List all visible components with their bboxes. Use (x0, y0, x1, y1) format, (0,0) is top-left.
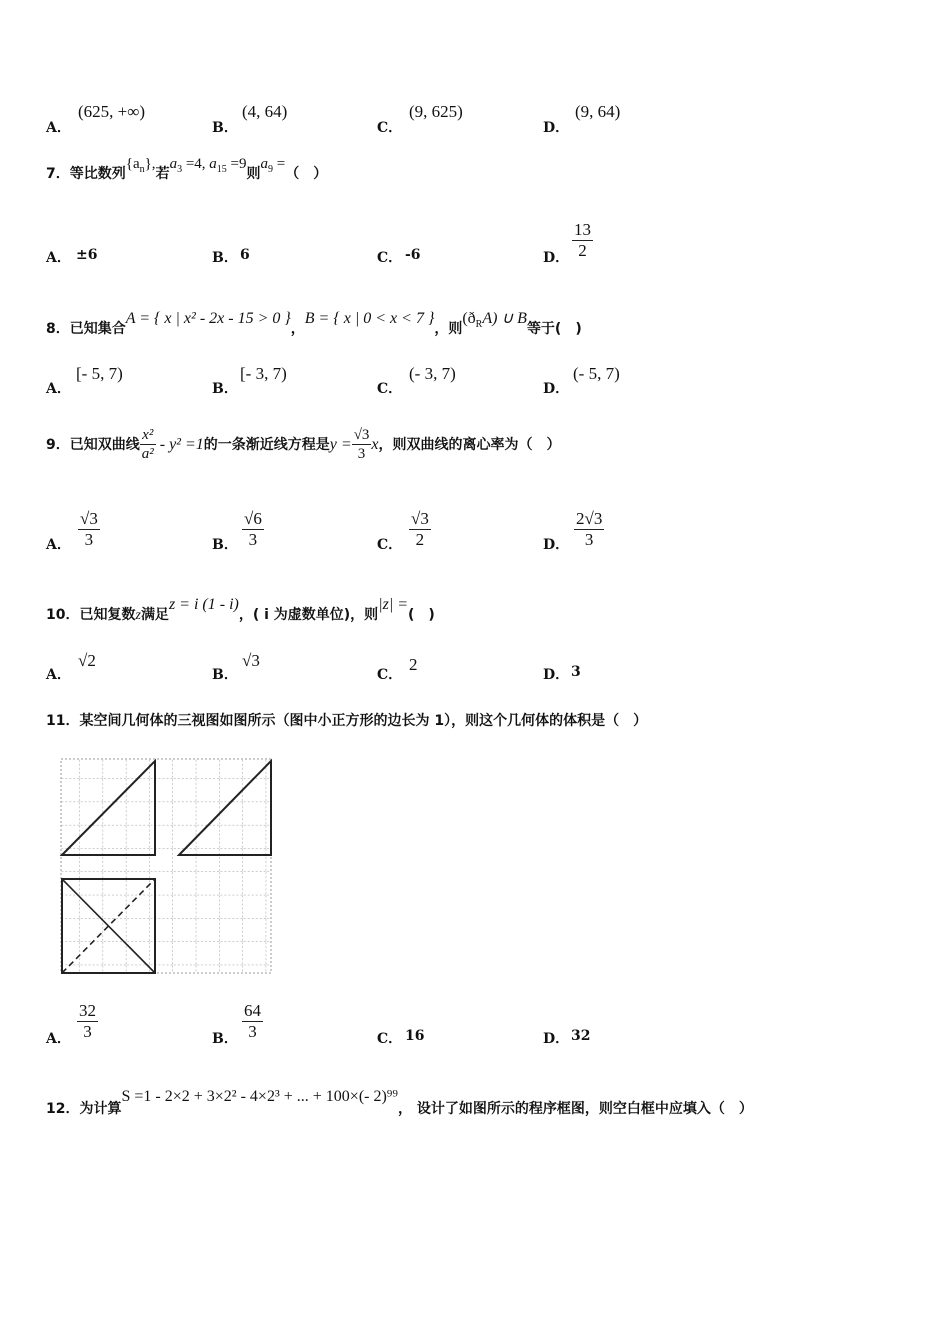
q11-option-a-num: 32 (77, 1001, 98, 1022)
q7-ask-eq: = (273, 156, 286, 172)
question-7 (46, 156, 328, 185)
q11-option-c-label: C． (377, 1031, 403, 1047)
q7-text-4: （ ） (285, 166, 328, 182)
q7-option-c-value: -6 (405, 247, 421, 263)
q7-option-d-den: 2 (578, 241, 587, 261)
q9-text-1: 已知双曲线 (69, 437, 140, 453)
q7-cond-a-sub: 3 (177, 164, 183, 175)
q7-cond-b-sub: 15 (216, 164, 227, 175)
q12-formula: S =1 - 2×2 + 3×2² - 4×2³ + ... + 100×(- 2)⁹⁹ (121, 1088, 398, 1105)
q9-option-d-num: 2√3 (574, 509, 604, 530)
q11-option-b-den: 3 (248, 1022, 257, 1042)
q6-option-a-label: A． (46, 120, 71, 136)
q10-option-d-label: D． (543, 667, 570, 683)
q7-cond-b: a (209, 156, 217, 172)
q11-option-d-label: D． (543, 1031, 570, 1047)
q8-option-d-value: (- 5, 7) (573, 364, 620, 383)
q11-option-c-value: 16 (405, 1028, 425, 1044)
q10-option-b-value: √3 (242, 651, 260, 670)
q8-option-b-label: B． (212, 381, 238, 397)
q10-text-4: ( ) (408, 607, 435, 623)
q6-option-a-value: (625, +∞) (78, 102, 146, 121)
q7-seq-sub: n (139, 164, 145, 175)
q10-number: 10． (46, 607, 80, 623)
q12-number: 12． (46, 1101, 80, 1117)
q7-text-1: 等比数列 (69, 166, 126, 182)
question-8 (46, 308, 582, 337)
q7-text-2: 若 (155, 166, 170, 182)
q7-cond-eq2: =9 (226, 156, 247, 172)
q8-expr-rest: A) ∪ B (482, 310, 527, 327)
q9-option-c-fraction (409, 509, 431, 551)
q10-abs: |z| = (378, 596, 409, 613)
q9-option-b-den: 3 (248, 530, 258, 550)
q10-option-d-value: 3 (571, 664, 581, 680)
q9-option-b-label: B． (212, 537, 238, 553)
q10-option-a-value: √2 (78, 651, 96, 670)
grid-background (61, 759, 271, 973)
q8-expr: (ð (462, 310, 476, 327)
q9-asym-x: x (371, 436, 379, 453)
q9-option-a-label: A． (46, 537, 71, 553)
q6-option-c-value: (9, 625) (409, 102, 463, 121)
q9-option-b-fraction (242, 509, 264, 551)
q10-text-3: ，( i 为虚数单位)，则 (238, 607, 379, 623)
q9-text-2: 的一条渐近线方程是 (203, 437, 330, 453)
question-11 (46, 710, 647, 730)
q10-option-c-value: 2 (409, 655, 418, 674)
q10-text-2: 满足 (140, 607, 169, 623)
q8-expr-sub: R (475, 319, 483, 330)
q7-option-d-num: 13 (572, 220, 593, 241)
q9-rest: - y² =1 (155, 436, 204, 453)
question-10 (46, 594, 435, 623)
q8-option-b-value: [- 3, 7) (240, 364, 287, 383)
q9-hyperbola-fraction (140, 426, 156, 463)
q10-text-1: 已知复数 (79, 607, 136, 623)
q10-option-a-label: A． (46, 667, 71, 683)
q7-option-d-fraction (572, 220, 593, 262)
q8-text-3: 等于( ) (526, 321, 582, 337)
q9-asym-fraction (352, 426, 372, 463)
q8-number: 8． (46, 321, 70, 337)
q11-option-d-value: 32 (571, 1028, 591, 1044)
q6-option-c-label: C． (377, 120, 403, 136)
q9-asym-num: √3 (353, 427, 370, 443)
q9-option-c-label: C． (377, 537, 403, 553)
q7-seq-close: }, (144, 156, 156, 172)
q7-option-d-label: D． (543, 250, 570, 266)
q10-z: z (135, 608, 141, 623)
q9-asym-y: y = (329, 436, 352, 453)
q6-option-d-label: D． (543, 120, 570, 136)
q11-number: 11． (46, 713, 80, 729)
q9-frac-num: x² (140, 426, 156, 445)
q9-option-d-label: D． (543, 537, 570, 553)
q8-option-d-label: D． (543, 381, 570, 397)
q9-option-c-num: √3 (409, 509, 431, 530)
q8-comma: ， (290, 321, 305, 337)
q8-option-a-value: [- 5, 7) (76, 364, 123, 383)
q7-option-a-label: A． (46, 250, 71, 266)
question-12 (46, 1086, 753, 1117)
q11-text: 某空间几何体的三视图如图所示（图中小正方形的边长为 1），则这个几何体的体积是（ ） (79, 713, 648, 729)
q7-option-a-value: ±6 (76, 247, 98, 263)
q6-option-b-label: B． (212, 120, 238, 136)
q8-text-2: ，则 (434, 321, 463, 337)
q7-option-b-label: B． (212, 250, 238, 266)
q7-seq: {a (125, 156, 140, 172)
q11-option-b-fraction (242, 1001, 263, 1043)
q7-option-c-label: C． (377, 250, 403, 266)
three-view-figure (56, 755, 276, 977)
q9-option-c-den: 2 (415, 530, 425, 550)
question-9 (46, 426, 561, 463)
q8-text-1: 已知集合 (69, 321, 126, 337)
q7-cond-eq1: =4, (182, 156, 210, 172)
q9-text-3: ，则双曲线的离心率为（ ） (378, 437, 561, 453)
q8-set-b: B = { x | 0 < x < 7 } (304, 310, 435, 327)
q12-text-1: 为计算 (79, 1101, 122, 1117)
q9-number: 9． (46, 437, 70, 453)
q9-asym-den: 3 (357, 446, 366, 462)
q6-option-b-value: (4, 64) (242, 102, 288, 121)
q11-option-a-label: A． (46, 1031, 71, 1047)
q7-option-b-value: 6 (240, 247, 250, 263)
q11-option-a-fraction (77, 1001, 98, 1043)
q8-set-a: A = { x | x² - 2x - 15 > 0 } (125, 310, 291, 327)
q10-option-c-label: C． (377, 667, 403, 683)
q10-option-b-label: B． (212, 667, 238, 683)
q7-ask: a (260, 156, 268, 172)
q11-option-b-num: 64 (242, 1001, 263, 1022)
q9-option-d-fraction (574, 509, 604, 551)
q9-frac-den: a² (141, 446, 154, 462)
q9-option-a-fraction (78, 509, 100, 551)
q7-ask-sub: 9 (268, 164, 273, 175)
q8-option-a-label: A． (46, 381, 71, 397)
q9-option-a-num: √3 (78, 509, 100, 530)
q7-text-3: 则 (246, 166, 261, 182)
q9-option-a-den: 3 (84, 530, 94, 550)
q11-option-a-den: 3 (83, 1022, 92, 1042)
q7-number: 7． (46, 166, 70, 182)
q12-text-2: ， 设计了如图所示的程序框图，则空白框中应填入（ ） (397, 1101, 753, 1117)
q11-option-b-label: B． (212, 1031, 238, 1047)
q9-option-d-den: 3 (584, 530, 594, 550)
q9-option-b-num: √6 (242, 509, 264, 530)
q8-option-c-value: (- 3, 7) (409, 364, 456, 383)
q8-option-c-label: C． (377, 381, 403, 397)
q7-cond-a: a (169, 156, 178, 172)
q6-option-d-value: (9, 64) (575, 102, 621, 121)
q10-eq: z = i (1 - i) (168, 596, 239, 613)
